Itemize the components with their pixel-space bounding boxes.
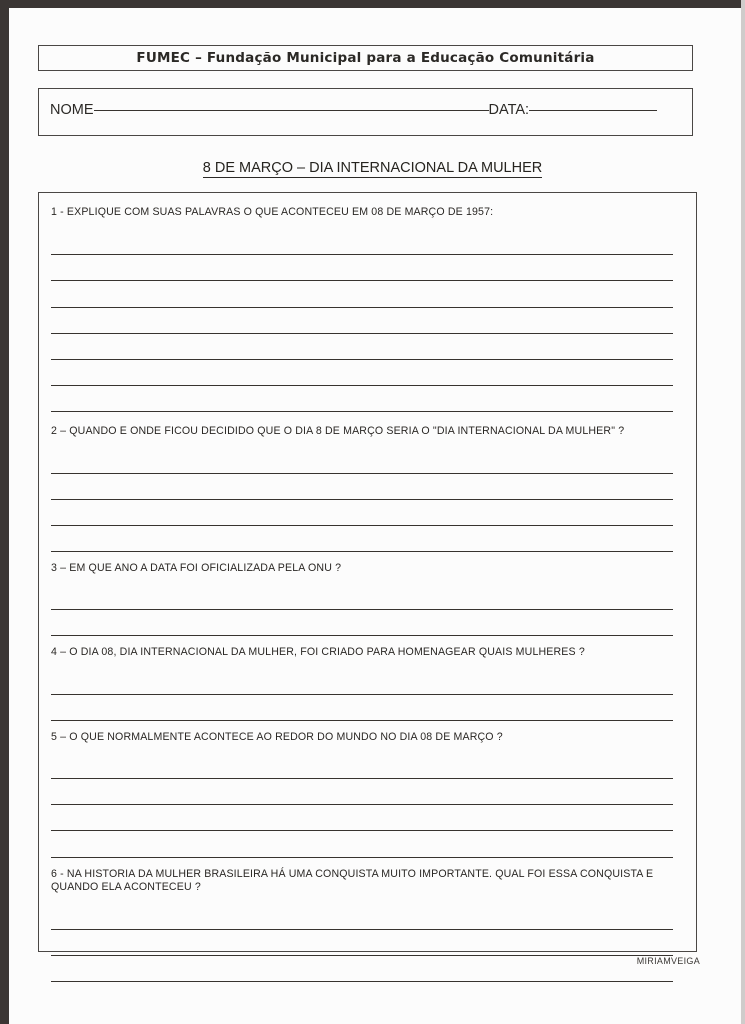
question-5-text: 5 – O QUE NORMALMENTE ACONTECE AO REDOR DO MUNDO NO DIA 08 DE MARÇO ? [51, 730, 503, 743]
answer-line[interactable] [51, 779, 673, 805]
identity-row [50, 102, 682, 118]
page-title [0, 160, 745, 176]
answer-line[interactable] [51, 308, 673, 334]
answer-line[interactable] [51, 255, 673, 281]
name-label: NOME [50, 102, 94, 118]
question-4 [49, 636, 684, 720]
question-2-text: 2 – QUANDO E ONDE FICOU DECIDIDO QUE O DIA 8 DE MARÇO SERIA O "DIA INTERNACIONAL DA MULHER" ? [51, 425, 625, 438]
question-2-answer-area [49, 447, 684, 552]
question-4-text: 4 – O DIA 08, DIA INTERNACIONAL DA MULHER, FOI CRIADO PARA HOMENAGEAR QUAIS MULHERES ? [51, 646, 585, 659]
answer-line[interactable] [51, 904, 673, 930]
answer-line[interactable] [51, 281, 673, 307]
answer-line[interactable] [51, 668, 673, 694]
question-2 [49, 416, 684, 552]
answer-line[interactable] [51, 526, 673, 552]
answer-line[interactable] [51, 695, 673, 721]
question-1-answer-area [49, 229, 684, 412]
question-4-answer-area [49, 668, 684, 720]
question-5-answer-area [49, 753, 684, 858]
answer-line[interactable] [51, 360, 673, 386]
question-1-text: 1 - EXPLIQUE COM SUAS PALAVRAS O QUE ACONTECEU EM 08 DE MARÇO DE 1957: [51, 206, 494, 218]
question-6-text: 6 - NA HISTORIA DA MULHER BRASILEIRA HÁ UMA CONQUISTA MUITO IMPORTANTE. QUAL FOI ESSA CONQUISTA E QUANDO ELA ACONTECEU ? [51, 867, 654, 894]
page-title-text: 8 DE MARÇO – DIA INTERNACIONAL DA MULHER [202, 160, 543, 176]
date-input-line[interactable] [529, 110, 657, 111]
answer-line[interactable] [51, 500, 673, 526]
answer-line[interactable] [51, 334, 673, 360]
question-3-answer-area [49, 584, 684, 636]
question-3 [49, 552, 684, 636]
answer-line[interactable] [51, 474, 673, 500]
answer-line[interactable] [51, 584, 673, 610]
student-identity-box [38, 88, 693, 136]
answer-line[interactable] [51, 386, 673, 412]
answer-line[interactable] [51, 753, 673, 779]
question-6-answer-area [49, 904, 684, 983]
answer-line[interactable] [51, 229, 673, 255]
question-5 [49, 721, 684, 858]
answer-line[interactable] [51, 805, 673, 831]
answer-line[interactable] [51, 831, 673, 857]
author-credit: MIRIAMVEIGA [636, 956, 700, 966]
answer-line[interactable] [51, 610, 673, 636]
question-3-text: 3 – EM QUE ANO A DATA FOI OFICIALIZADA PELA ONU ? [51, 562, 342, 575]
question-1 [49, 203, 684, 416]
date-label: DATA: [488, 102, 530, 118]
organization-header-box [38, 45, 693, 71]
organization-name: FUMEC – Fundação Municipal para a Educação Comunitária [136, 50, 595, 66]
name-input-line[interactable] [94, 110, 489, 111]
answer-line[interactable] [51, 930, 673, 956]
questions-container [38, 192, 697, 952]
answer-line[interactable] [51, 447, 673, 473]
